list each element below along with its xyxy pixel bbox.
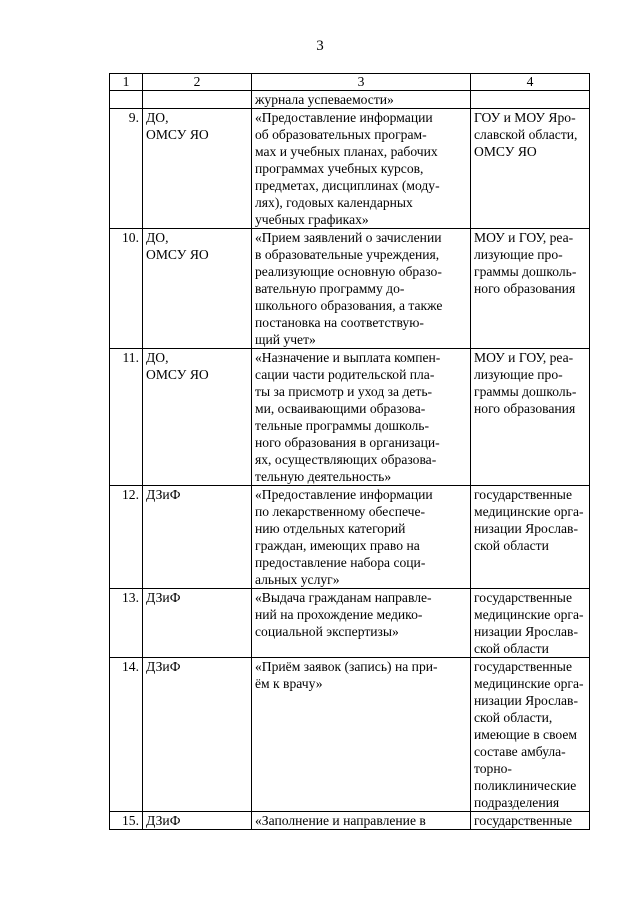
row-service: «Заполнение и направление в [252, 812, 471, 830]
row-organization: ДО, ОМСУ ЯО [143, 109, 252, 229]
table-row [110, 589, 590, 658]
table-header-row [110, 74, 590, 91]
continuation-text: журнала успеваемости» [252, 91, 471, 109]
row-organization: ДЗиФ [143, 486, 252, 589]
page-number: 3 [316, 38, 324, 54]
row-service: «Назначение и выплата компен- сации части родительской пла- ты за присмотр и уход за деть- ми, осваивающими образова- тельные программы дошколь- ного образования в организаци- ях, осуществляющих образова- тельную деятельность» [252, 349, 471, 486]
row-provider: государственные [471, 812, 590, 830]
row-provider: государственные медицинские орга- низации Ярослав- ской области [471, 486, 590, 589]
row-provider: государственные медицинские орга- низации Ярослав- ской области, имеющие в своем составе амбула- торно- поликлинические подразделения [471, 658, 590, 812]
row-number: 14. [110, 658, 143, 812]
row-service: «Предоставление информации по лекарственному обеспече- нию отдельных категорий граждан, имеющих право на предоставление набора соци- альных услуг» [252, 486, 471, 589]
row-number: 11. [110, 349, 143, 486]
row-number: 10. [110, 229, 143, 349]
row-provider: государственные медицинские орга- низации Ярослав- ской области [471, 589, 590, 658]
row-number: 15. [110, 812, 143, 830]
table-row [110, 109, 590, 229]
row-number: 12. [110, 486, 143, 589]
row-organization: ДО, ОМСУ ЯО [143, 229, 252, 349]
row-organization: ДО, ОМСУ ЯО [143, 349, 252, 486]
continuation-row [110, 91, 590, 109]
row-organization: ДЗиФ [143, 812, 252, 830]
row-service: «Выдача гражданам направле- ний на прохождение медико- социальной экспертизы» [252, 589, 471, 658]
row-service: «Приём заявок (запись) на при- ём к врачу» [252, 658, 471, 812]
row-service: «Предоставление информации об образовательных програм- мах и учебных планах, рабочих программах учебных курсов, предметах, дисциплинах (моду- лях), годовых календарных учебных графиках» [252, 109, 471, 229]
row-number: 9. [110, 109, 143, 229]
row-number: 13. [110, 589, 143, 658]
row-provider: МОУ и ГОУ, реа- лизующие про- граммы дошколь- ного образования [471, 349, 590, 486]
row-service: «Прием заявлений о зачислении в образовательные учреждения, реализующие основную образо- вательную программу до- школьного образования, а также постановка на соответствую- щий учет» [252, 229, 471, 349]
table-row [110, 349, 590, 486]
table-row [110, 812, 590, 830]
header-col-4: 4 [471, 74, 590, 91]
row-provider: МОУ и ГОУ, реа- лизующие про- граммы дошколь- ного образования [471, 229, 590, 349]
table-row [110, 658, 590, 812]
header-col-2: 2 [143, 74, 252, 91]
row-organization: ДЗиФ [143, 658, 252, 812]
header-col-1: 1 [110, 74, 143, 91]
services-table [109, 73, 590, 830]
table-row [110, 229, 590, 349]
header-col-3: 3 [252, 74, 471, 91]
row-organization: ДЗиФ [143, 589, 252, 658]
row-provider: ГОУ и МОУ Яро- славской области, ОМСУ ЯО [471, 109, 590, 229]
table-row [110, 486, 590, 589]
